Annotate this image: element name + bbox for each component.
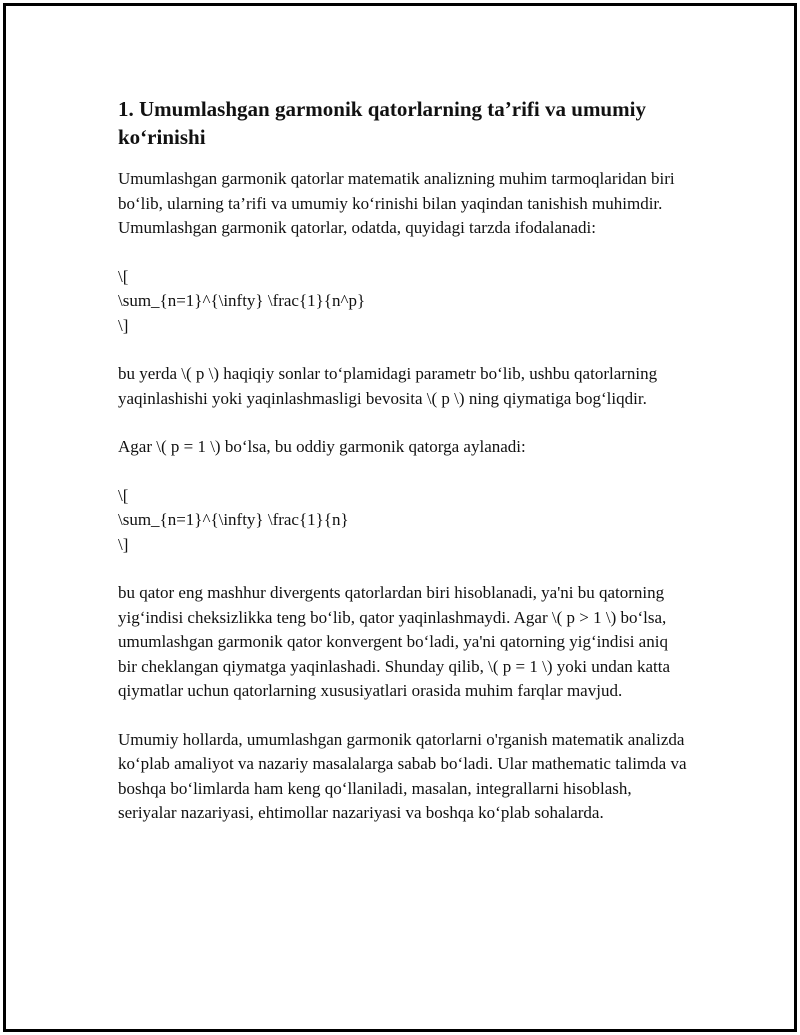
intro-paragraph: Umumlashgan garmonik qatorlar matematik analizning muhim tarmoqlaridan biri bo‘lib, ularning ta’rifi va umumiy ko‘rinishi bilan yaqindan tanishish muhimdir. Umumlashgan garmonik qatorlar, odatda, quyidagi tarzda ifodalanadi: bbox=[118, 169, 675, 237]
document-body bbox=[118, 95, 688, 850]
section-heading: 1. Umumlashgan garmonik qatorlarning ta’rifi va umumiy ko‘rinishi bbox=[118, 97, 646, 149]
applications-paragraph: Umumiy hollarda, umumlashgan garmonik qatorlarni o'rganish matematik analizda ko‘plab amaliyot va nazariy masalalarga sabab bo‘ladi. Ular mathematic talimda va boshqa bo‘limlarda ham keng qo‘llaniladi, masalan, integrallarni hisoblash, seriyalar nazariyasi, ehtimollar nazariyasi va boshqa ko‘plab sohalarda. bbox=[118, 729, 687, 822]
formula-harmonic-series: \[ \sum_{n=1}^{\infty} \frac{1}{n} \] bbox=[118, 485, 349, 554]
parameter-explanation-paragraph: bu yerda \( p \) haqiqiy sonlar to‘plamidagi parametr bo‘lib, ushbu qatorlarning yaqinlashishi yoki yaqinlashmasligi bevosita \( p \) ning qiymatiga bog‘liqdir. bbox=[118, 364, 658, 408]
formula-general-series: \[ \sum_{n=1}^{\infty} \frac{1}{n^p} \] bbox=[118, 266, 366, 335]
harmonic-case-paragraph: Agar \( p = 1 \) bo‘lsa, bu oddiy garmonik qatorga aylanadi: bbox=[118, 437, 526, 456]
convergence-paragraph: bu qator eng mashhur divergents qatorlardan biri hisoblanadi, ya'ni bu qatorning yig‘indisi cheksizlikka teng bo‘lib, qator yaqinlashmaydi. Agar \( p > 1 \) bo‘lsa, umumlashgan garmonik qator konvergent bo‘ladi, ya'ni qatorning yig‘indisi aniq bir cheklangan qiymatga yaqinlashadi. Shunday qilib, \( p = 1 \) yoki undan katta qiymatlar uchun qatorlarning xususiyatlari orasida muhim farqlar mavjud. bbox=[118, 583, 671, 700]
